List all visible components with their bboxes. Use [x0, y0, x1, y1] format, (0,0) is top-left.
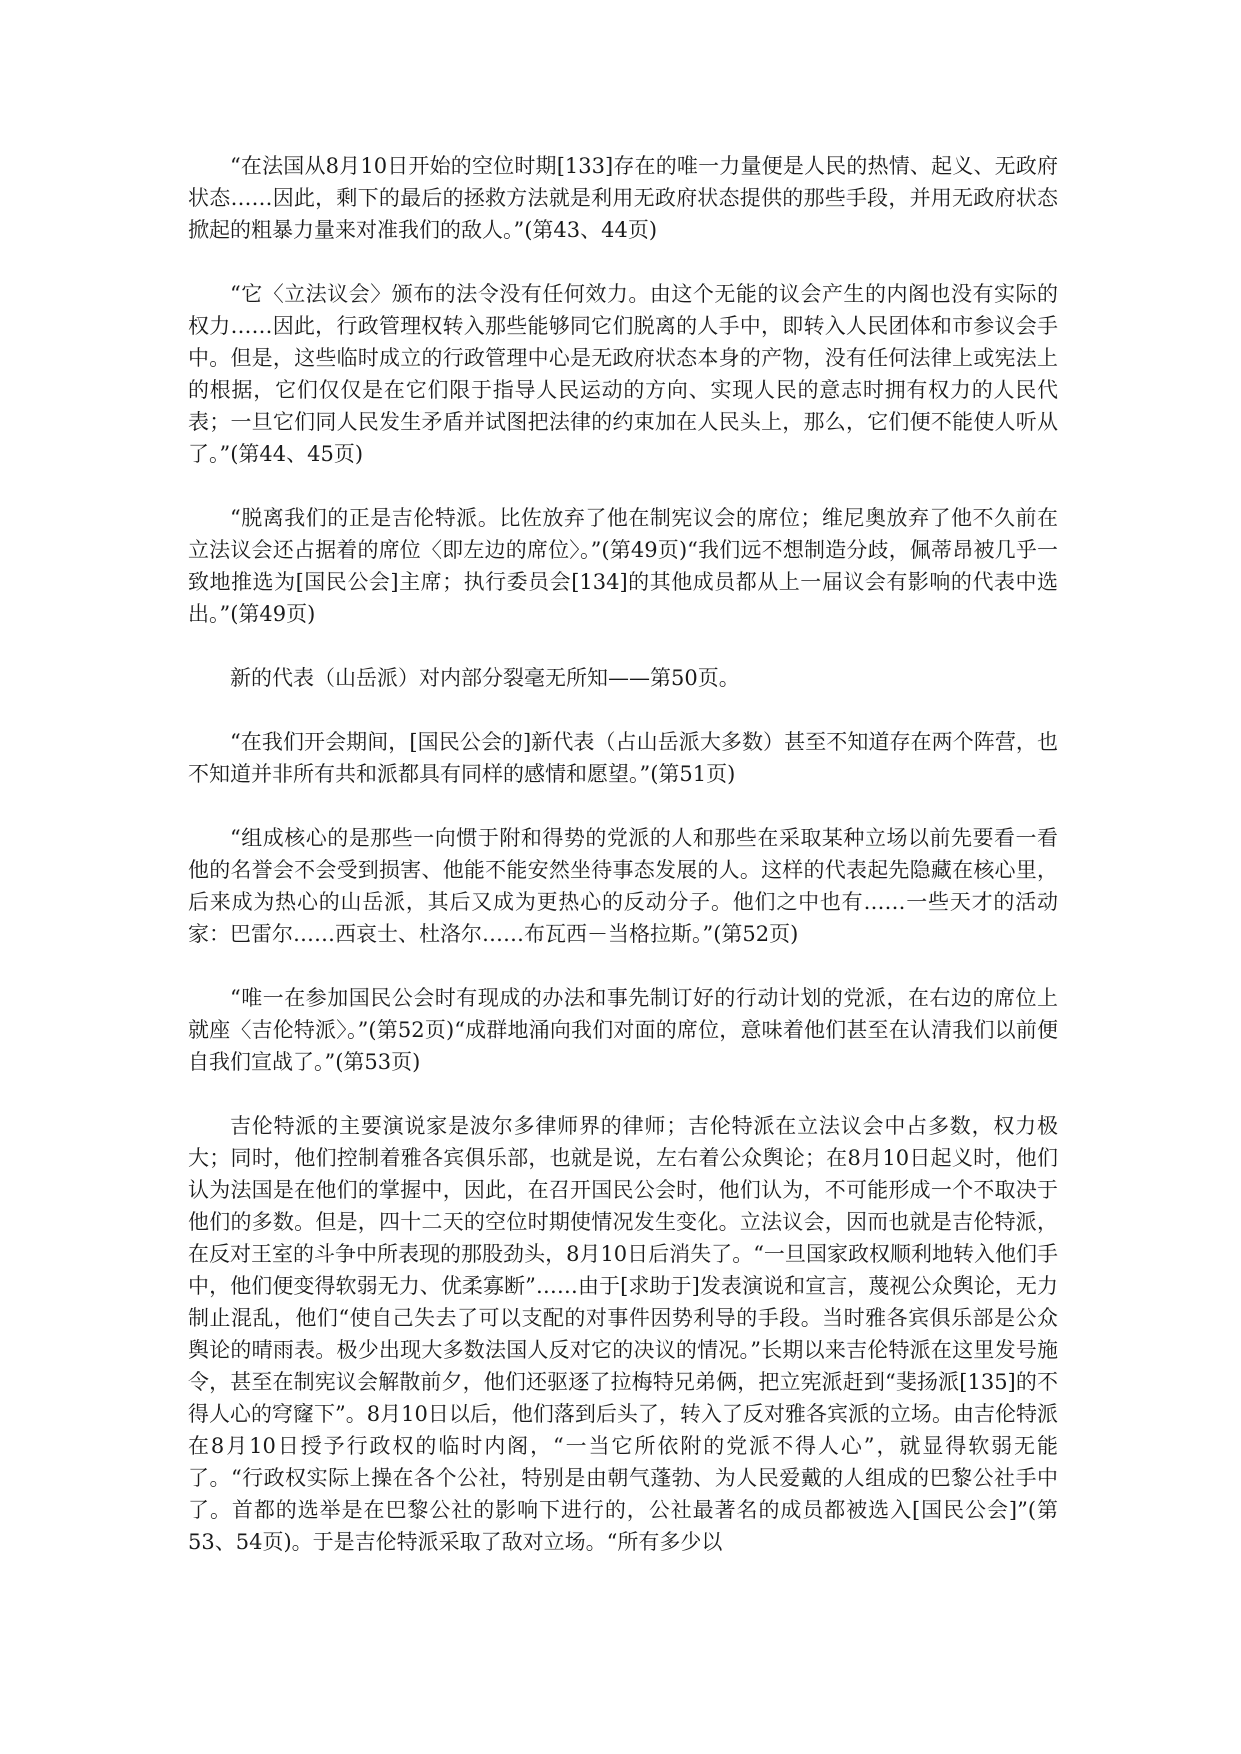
paragraph: 吉伦特派的主要演说家是波尔多律师界的律师；吉伦特派在立法议会中占多数，权力极大；同时，他们控制着雅各宾俱乐部，也就是说，左右着公众舆论；在8月10日起义时，他们认为法国是在他们的掌握中，因此，在召开国民公会时，他们认为，不可能形成一个不取决于他们的多数。但是，四十二天的空位时期使情况发生变化。立法议会，因而也就是吉伦特派，在反对王室的斗争中所表现的那股劲头，8月10日后消失了。“一旦国家政权顺利地转入他们手中，他们便变得软弱无力、优柔寡断”……由于[求助于]发表演说和宣言，蔑视公众舆论，无力制止混乱，他们“使自己失去了可以支配的对事件因势利导的手段。当时雅各宾俱乐部是公众舆论的晴雨表。极少出现大多数法国人反对它的决议的情况。”长期以来吉伦特派在这里发号施令，甚至在制宪议会解散前夕，他们还驱逐了拉梅特兄弟俩，把立宪派赶到“斐扬派[135]的不得人心的穹窿下”。8月10日以后，他们落到后头了，转入了反对雅各宾派的立场。由吉伦特派在8月10日授予行政权的临时内阁，“一当它所依附的党派不得人心”，就显得软弱无能了。“行政权实际上操在各个公社，特别是由朝气蓬勃、为人民爱戴的人组成的巴黎公社手中了。首都的选举是在巴黎公社的影响下进行的，公社最著名的成员都被选入[国民公会]”(第53、54页)。于是吉伦特派采取了敌对立场。“所有多少以 — [188, 1114, 1058, 1554]
paragraph: “组成核心的是那些一向惯于附和得势的党派的人和那些在采取某种立场以前先要看一看他的名誉会不会受到损害、他能不能安然坐待事态发展的人。这样的代表起先隐藏在核心里，后来成为热心的山岳派，其后又成为更热心的反动分子。他们之中也有……一些天才的活动家：巴雷尔……西哀士、杜洛尔……布瓦西－当格拉斯。”(第52页) — [188, 826, 1058, 946]
paragraph: “脱离我们的正是吉伦特派。比佐放弃了他在制宪议会的席位；维尼奥放弃了他不久前在立法议会还占据着的席位〈即左边的席位〉。”(第49页)“我们远不想制造分歧，佩蒂昂被几乎一致地推选为[国民公会]主席；执行委员会[134]的其他成员都从上一届议会有影响的代表中选出。”(第49页) — [188, 506, 1058, 626]
document-page — [188, 150, 1058, 1558]
paragraph: 新的代表（山岳派）对内部分裂毫无所知——第50页。 — [230, 666, 740, 690]
paragraph: “在我们开会期间，[国民公会的]新代表（占山岳派大多数）甚至不知道存在两个阵营，也不知道并非所有共和派都具有同样的感情和愿望。”(第51页) — [188, 730, 1058, 786]
paragraph: “它〈立法议会〉颁布的法令没有任何效力。由这个无能的议会产生的内阁也没有实际的权力……因此，行政管理权转入那些能够同它们脱离的人手中，即转入人民团体和市参议会手中。但是，这些临时成立的行政管理中心是无政府状态本身的产物，没有任何法律上或宪法上的根据，它们仅仅是在它们限于指导人民运动的方向、实现人民的意志时拥有权力的人民代表；一旦它们同人民发生矛盾并试图把法律的约束加在人民头上，那么，它们便不能使人听从了。”(第44、45页) — [188, 282, 1058, 466]
paragraph: “唯一在参加国民公会时有现成的办法和事先制订好的行动计划的党派，在右边的席位上就座〈吉伦特派〉。”(第52页)“成群地涌向我们对面的席位，意味着他们甚至在认清我们以前便自我们宣战了。”(第53页) — [188, 986, 1058, 1074]
paragraph: “在法国从8月10日开始的空位时期[133]存在的唯一力量便是人民的热情、起义、无政府状态……因此，剩下的最后的拯救方法就是利用无政府状态提供的那些手段，并用无政府状态掀起的粗暴力量来对准我们的敌人。”(第43、44页) — [188, 154, 1058, 242]
